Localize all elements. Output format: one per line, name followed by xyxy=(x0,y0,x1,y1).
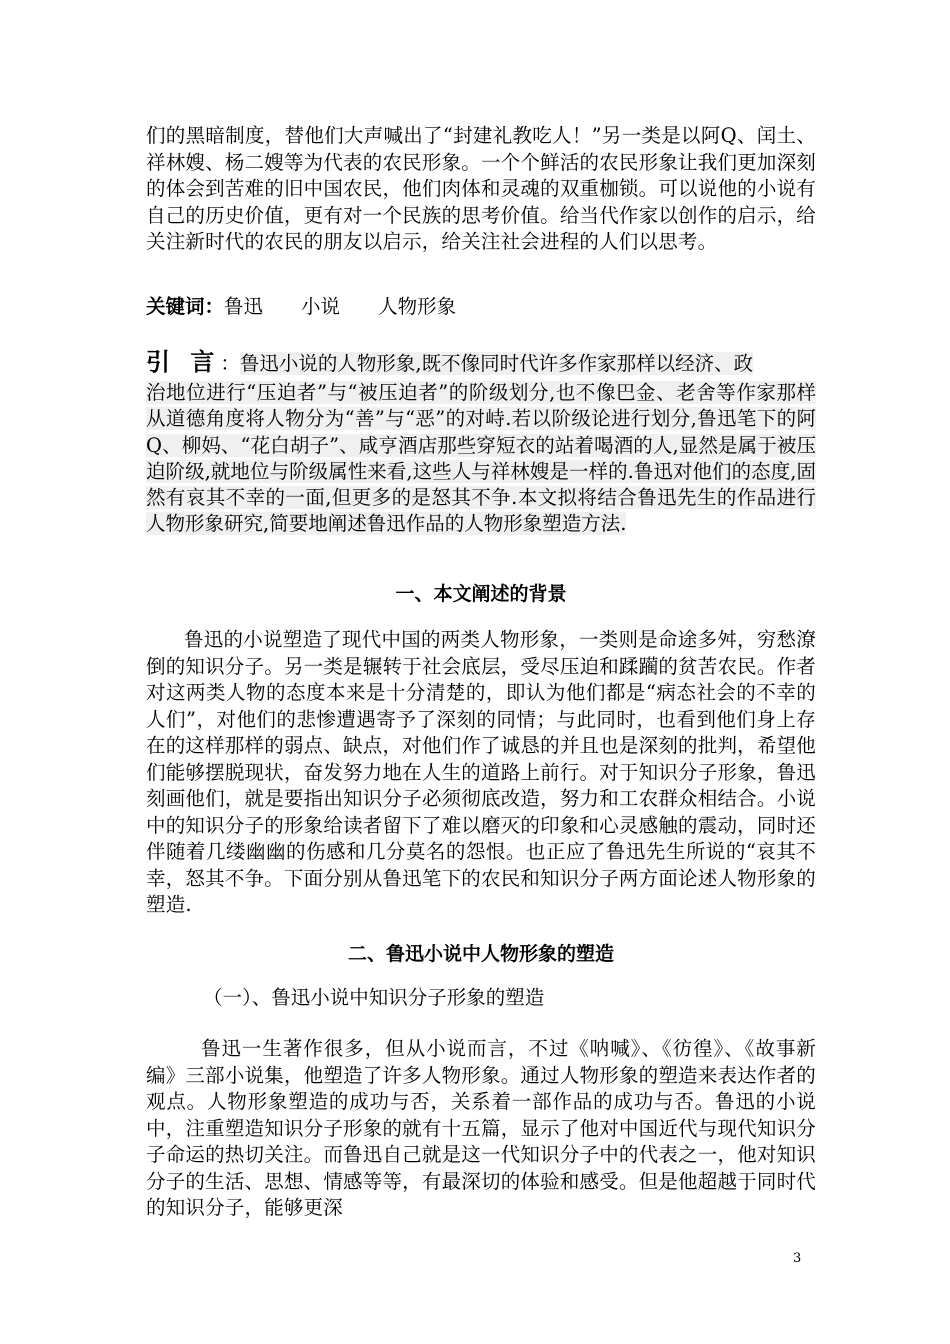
intro-paragraph: 们的黑暗制度，替他们大声喊出了“封建礼教吃人！”另一类是以阿Q、闰土、祥林嫂、杨二嫂等为代表的农民形象。一个个鲜活的农民形象让我们更加深刻的体会到苦难的旧中国农民，他们肉体和灵魂的双重枷锁。可以说他的小说有自己的历史价值，更有对一个民族的思考价值。给当代作家以创作的启示，给关注新时代的农民的朋友以启示，给关注社会进程的人们以思考。 xyxy=(146,124,816,253)
section1-paragraph: 鲁迅的小说塑造了现代中国的两类人物形象，一类则是命途多舛，穷愁潦倒的知识分子。另一类是辗转于社会底层，受尽压迫和蹂躏的贫苦农民。作者对这两类人物的态度本来是十分清楚的，即认为他们都是“病态社会的不幸的人们”，对他们的悲惨遭遇寄予了深刻的同情；与此同时，也看到他们身上存在的这样那样的弱点、缺点，对他们作了诚恳的并且也是深刻的批判，希望他们能够摆脱现状，奋发努力地在人生的道路上前行。对于知识分子形象，鲁迅刻画他们，就是要指出知识分子必须彻底改造，努力和工农群众相结合。小说中的知识分子的形象给读者留下了难以磨灭的印象和心灵感触的震动，同时还伴随着几缕幽幽的伤感和几分莫名的怨恨。也正应了鲁迅先生所说的“哀其不幸，怒其不争。下面分别从鲁迅笔下的农民和知识分子两方面论述人物形象的塑造. xyxy=(146,628,816,916)
preface-paragraph xyxy=(146,380,816,538)
preface-first-line xyxy=(146,347,816,379)
keyword-item: 人物形象 xyxy=(378,295,457,318)
section2-paragraph: 鲁迅一生著作很多，但从小说而言，不过《呐喊》、《彷徨》、《故事新编》三部小说集，他塑造了许多人物形象。通过人物形象的塑造来表达作者的观点。人物形象塑造的成功与否，关系着一部作品的成功与否。鲁迅的小说中，注重塑造知识分子形象的就有十五篇，显示了他对中国近代与现代知识分子命运的热切关注。而鲁迅自己就是这一代知识分子中的代表之一，他对知识分子的生活、思想、情感等等，有最深切的体验和感受。但是他超越于同时代的知识分子，能够更深 xyxy=(146,1037,816,1219)
keyword-item: 小说 xyxy=(301,295,341,318)
section-heading: 二、鲁迅小说中人物形象的塑造 xyxy=(347,943,614,965)
keyword-item: 鲁迅 xyxy=(224,295,264,318)
preface-colon: ： xyxy=(220,352,240,375)
preface-body: 治地位进行“压迫者”与“被压迫者”的阶级划分,也不像巴金、老舍等作家那样从道德角度将人物分为“善”与“恶”的对峙.若以阶级论进行划分,鲁迅笔下的阿Q、柳妈、“花白胡子”、咸亨酒店那些穿短衣的站着喝酒的人,显然是属于被压迫阶级,就地位与阶级属性来看,这些人与祥林嫂是一样的.鲁迅对他们的态度,固然有哀其不幸的一面,但更多的是怒其不争.本文拟将结合鲁迅先生的作品进行人物形象研究,简要地阐述鲁迅作品的人物形象塑造方法. xyxy=(146,381,816,536)
preface-label: 引 言 xyxy=(146,348,221,376)
keywords-line xyxy=(146,294,456,320)
page-number: 3 xyxy=(793,1251,802,1266)
subsection-heading: （一）、鲁迅小说中知识分子形象的塑造 xyxy=(203,986,545,1009)
section-heading: 一、本文阐述的背景 xyxy=(395,583,567,605)
keywords-label: 关键词 xyxy=(146,295,205,318)
preface-first-text: 鲁迅小说的人物形象,既不像同时代许多作家那样以经济、政 xyxy=(239,352,754,375)
keywords-colon: ： xyxy=(204,295,225,318)
